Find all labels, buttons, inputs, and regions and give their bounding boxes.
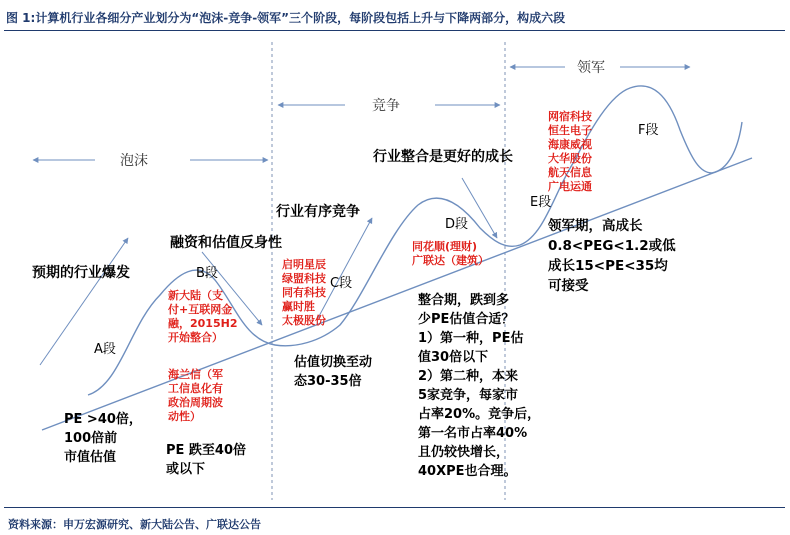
note-group-d: 同花顺(理财) 广联达（建筑） (412, 240, 489, 267)
segment-label-d: D段 (445, 217, 469, 232)
note-integration-period: 整合期，跌到多 少PE估值合适？ 1）第一种，PE估 值30倍以下 2）第二种，本来 5家竞争，每家市 占率20%。竞争后， 第一名市占率40% 且仍较快增长， 40XPE也合理。 (418, 293, 541, 479)
segment-label-f: F段 (638, 123, 659, 138)
note-leader-period: 领军期，高成长 0.8<PEG<1.2或低 成长15<PE<35均 可接受 (548, 218, 676, 294)
segment-label-e: E段 (530, 195, 552, 210)
note-group-f: 网宿科技 恒生电子 海康威视 大华股份 航天信息 广电运通 (548, 110, 592, 193)
heading-financing: 融资和估值反身性 (170, 235, 282, 251)
orderly-arrow (318, 218, 372, 318)
phase-label-bubble: 泡沫 (120, 153, 148, 169)
heading-orderly: 行业有序竞争 (276, 204, 360, 220)
note-group-c: 启明星辰 绿盟科技 同有科技 赢时胜 太极股份 (282, 258, 326, 327)
note-hailanxin: 海兰信（军 工信息化有 政治周期波 动性） (168, 368, 223, 423)
note-pe-drop: PE 跌至40倍 或以下 (166, 443, 247, 477)
segment-label-a: A段 (94, 342, 116, 357)
note-valuation-switch: 估值切换至动 态30-35倍 (294, 355, 373, 389)
segment-label-c: C段 (330, 276, 353, 291)
segment-label-b: B段 (196, 266, 218, 281)
figure-title: 图 1:计算机行业各细分产业划分为“泡沫-竞争-领军”三个阶段，每阶段包括上升与下降两部分，构成六段 (6, 11, 566, 25)
heading-outbreak: 预期的行业爆发 (32, 265, 130, 281)
bottom-rule (4, 507, 785, 508)
note-newland: 新大陆（支 付+互联网金 融，2015H2 开始整合） (168, 289, 238, 344)
phase-label-leader: 领军 (577, 60, 605, 76)
source-note: 资料来源：申万宏源研究、新大陆公告、广联达公告 (8, 518, 261, 531)
note-pe-high: PE >40倍， 100倍前 市值估值 (64, 412, 142, 465)
heading-integration: 行业整合是更好的成长 (373, 149, 513, 165)
phase-label-competition: 竞争 (372, 98, 400, 114)
